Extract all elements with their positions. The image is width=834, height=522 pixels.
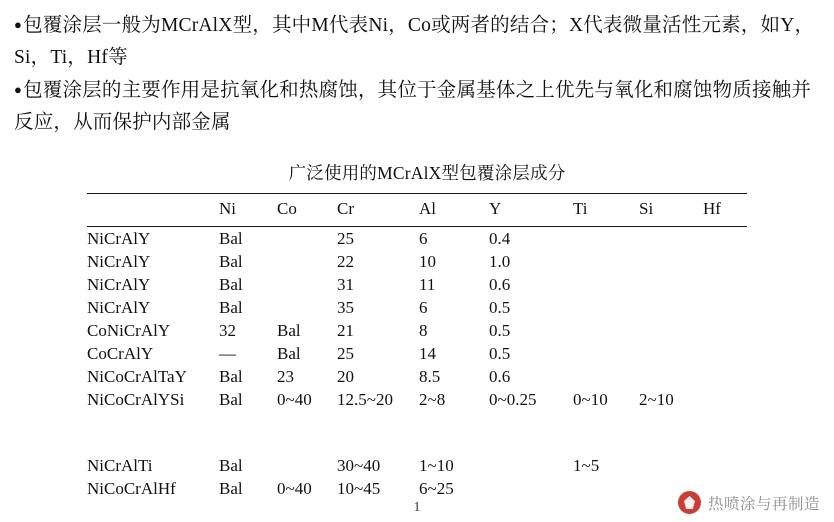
cell-hf xyxy=(703,388,747,411)
cell-alloy: NiCrAlTi xyxy=(87,455,153,475)
shield-logo-icon xyxy=(678,491,701,514)
cell-al: 6~25 xyxy=(419,478,454,498)
cell-co: Bal xyxy=(277,320,301,340)
cell-si xyxy=(639,365,703,388)
table-gap-row xyxy=(87,411,747,454)
composition-table xyxy=(87,193,747,500)
bullet-text: 包覆涂层的主要作用是抗氧化和热腐蚀，其位于金属基体之上优先与氧化和腐蚀物质接触并反应，从而保护内部金属 xyxy=(14,80,812,133)
cell-ni: Bal xyxy=(219,366,243,386)
cell-al: 1~10 xyxy=(419,455,454,475)
bullet-list xyxy=(14,10,820,138)
cell-si xyxy=(639,227,703,251)
cell-y: 0.5 xyxy=(489,320,511,340)
cell-al: 10 xyxy=(419,251,436,271)
cell-ti xyxy=(573,296,639,319)
cell-spacer xyxy=(277,411,337,454)
cell-co: 23 xyxy=(277,366,294,386)
col-header-co: Co xyxy=(277,194,337,227)
cell-spacer xyxy=(87,411,219,454)
cell-y: 1.0 xyxy=(489,251,511,271)
cell-ti: 0~10 xyxy=(573,389,608,409)
cell-hf xyxy=(703,250,747,273)
cell-ti xyxy=(573,227,639,251)
table-row xyxy=(87,296,747,319)
page-number: 1 xyxy=(413,500,421,515)
table-row xyxy=(87,250,747,273)
cell-ni: Bal xyxy=(219,478,243,498)
cell-ti: 1~5 xyxy=(573,455,600,475)
cell-spacer xyxy=(639,411,703,454)
cell-ni: Bal xyxy=(219,297,243,317)
composition-table-body xyxy=(87,227,747,501)
cell-si xyxy=(639,250,703,273)
cell-cr: 25 xyxy=(337,227,419,251)
bullet-marker-icon: ● xyxy=(14,17,23,32)
cell-alloy: NiCoCrAlYSi xyxy=(87,389,185,409)
cell-ti xyxy=(573,273,639,296)
cell-y: 0.6 xyxy=(489,366,511,386)
cell-ni: Bal xyxy=(219,389,243,409)
cell-co: 0~40 xyxy=(277,478,312,498)
table-row xyxy=(87,477,747,500)
cell-cr: 31 xyxy=(337,274,354,294)
cell-spacer xyxy=(337,411,419,454)
cell-alloy: NiCrAlY xyxy=(87,251,151,271)
bullet-item xyxy=(14,75,820,138)
col-header-ti: Ti xyxy=(573,194,639,227)
cell-spacer xyxy=(703,411,747,454)
cell-spacer xyxy=(573,411,639,454)
cell-y xyxy=(489,454,573,477)
cell-ti xyxy=(573,319,639,342)
cell-hf xyxy=(703,273,747,296)
cell-cr: 12.5~20 xyxy=(337,389,393,409)
cell-spacer xyxy=(219,411,277,454)
col-header-hf: Hf xyxy=(703,194,747,227)
cell-y: 0~0.25 xyxy=(489,389,537,409)
col-header-y: Y xyxy=(489,194,573,227)
cell-co xyxy=(277,227,337,251)
cell-y: 0.4 xyxy=(489,227,573,251)
cell-si xyxy=(639,296,703,319)
cell-ni: Bal xyxy=(219,251,243,271)
cell-co xyxy=(277,454,337,477)
cell-y: 0.6 xyxy=(489,274,511,294)
cell-co xyxy=(277,250,337,273)
cell-ni: — xyxy=(219,343,236,363)
cell-ti xyxy=(573,250,639,273)
cell-si: 2~10 xyxy=(639,389,674,409)
cell-si xyxy=(639,454,703,477)
table-caption: 广泛使用的MCrAlX型包覆涂层成分 xyxy=(288,163,566,184)
table-row xyxy=(87,227,747,251)
cell-al: 2~8 xyxy=(419,389,446,409)
cell-co: Bal xyxy=(277,343,301,363)
cell-cr: 30~40 xyxy=(337,455,381,475)
cell-hf xyxy=(703,454,747,477)
cell-cr: 35 xyxy=(337,297,354,317)
cell-al: 14 xyxy=(419,343,436,363)
cell-alloy: NiCoCrAlTaY xyxy=(87,366,187,386)
cell-cr: 25 xyxy=(337,343,354,363)
cell-alloy: NiCoCrAlHf xyxy=(87,478,176,498)
cell-ni: Bal xyxy=(219,274,243,294)
cell-ti xyxy=(573,342,639,365)
cell-co: 0~40 xyxy=(277,389,312,409)
col-header-al: Al xyxy=(419,194,489,227)
cell-hf xyxy=(703,296,747,319)
cell-si xyxy=(639,273,703,296)
cell-hf xyxy=(703,319,747,342)
cell-al: 11 xyxy=(419,274,436,294)
cell-ti xyxy=(573,365,639,388)
bullet-item xyxy=(14,10,820,73)
cell-alloy: NiCrAlY xyxy=(87,297,151,317)
cell-alloy: NiCrAlY xyxy=(87,274,151,294)
composition-table-block xyxy=(14,160,820,500)
cell-spacer xyxy=(419,411,489,454)
cell-y xyxy=(489,477,573,500)
cell-ni: Bal xyxy=(219,455,243,475)
cell-alloy: CoCrAlY xyxy=(87,343,154,363)
table-row xyxy=(87,388,747,411)
col-header-ni: Ni xyxy=(219,194,277,227)
cell-hf xyxy=(703,342,747,365)
cell-ti xyxy=(573,477,639,500)
bullet-marker-icon: ● xyxy=(14,82,23,98)
col-header-cr: Cr xyxy=(337,194,419,227)
cell-co xyxy=(277,296,337,319)
cell-cr: 10~45 xyxy=(337,478,381,498)
cell-y: 0.5 xyxy=(489,343,511,363)
table-row xyxy=(87,454,747,477)
cell-hf xyxy=(703,227,747,251)
cell-si xyxy=(639,319,703,342)
cell-ni: Bal xyxy=(219,227,277,251)
cell-si xyxy=(639,342,703,365)
cell-y: 0.5 xyxy=(489,297,511,317)
cell-cr: 21 xyxy=(337,320,354,340)
cell-al: 8.5 xyxy=(419,366,441,386)
cell-cr: 22 xyxy=(337,251,354,271)
watermark-label: 热喷涂与再制造 xyxy=(707,495,820,513)
cell-al: 6 xyxy=(419,297,428,317)
col-header-alloy xyxy=(87,194,219,227)
cell-co xyxy=(277,273,337,296)
cell-hf xyxy=(703,365,747,388)
table-row xyxy=(87,342,747,365)
bullet-text: 包覆涂层一般为MCrAlX型，其中M代表Ni，Co或两者的结合；X代表微量活性元素，如Y，Si，Ti，Hf等 xyxy=(14,15,815,68)
cell-spacer xyxy=(489,411,573,454)
cell-alloy: CoNiCrAlY xyxy=(87,320,171,340)
cell-ni: 32 xyxy=(219,320,236,340)
col-header-si: Si xyxy=(639,194,703,227)
watermark xyxy=(678,491,820,514)
cell-al: 8 xyxy=(419,320,428,340)
cell-cr: 20 xyxy=(337,366,354,386)
table-row xyxy=(87,365,747,388)
table-row xyxy=(87,319,747,342)
cell-al: 6 xyxy=(419,227,489,251)
cell-alloy: NiCrAlY xyxy=(87,227,219,251)
table-row xyxy=(87,273,747,296)
